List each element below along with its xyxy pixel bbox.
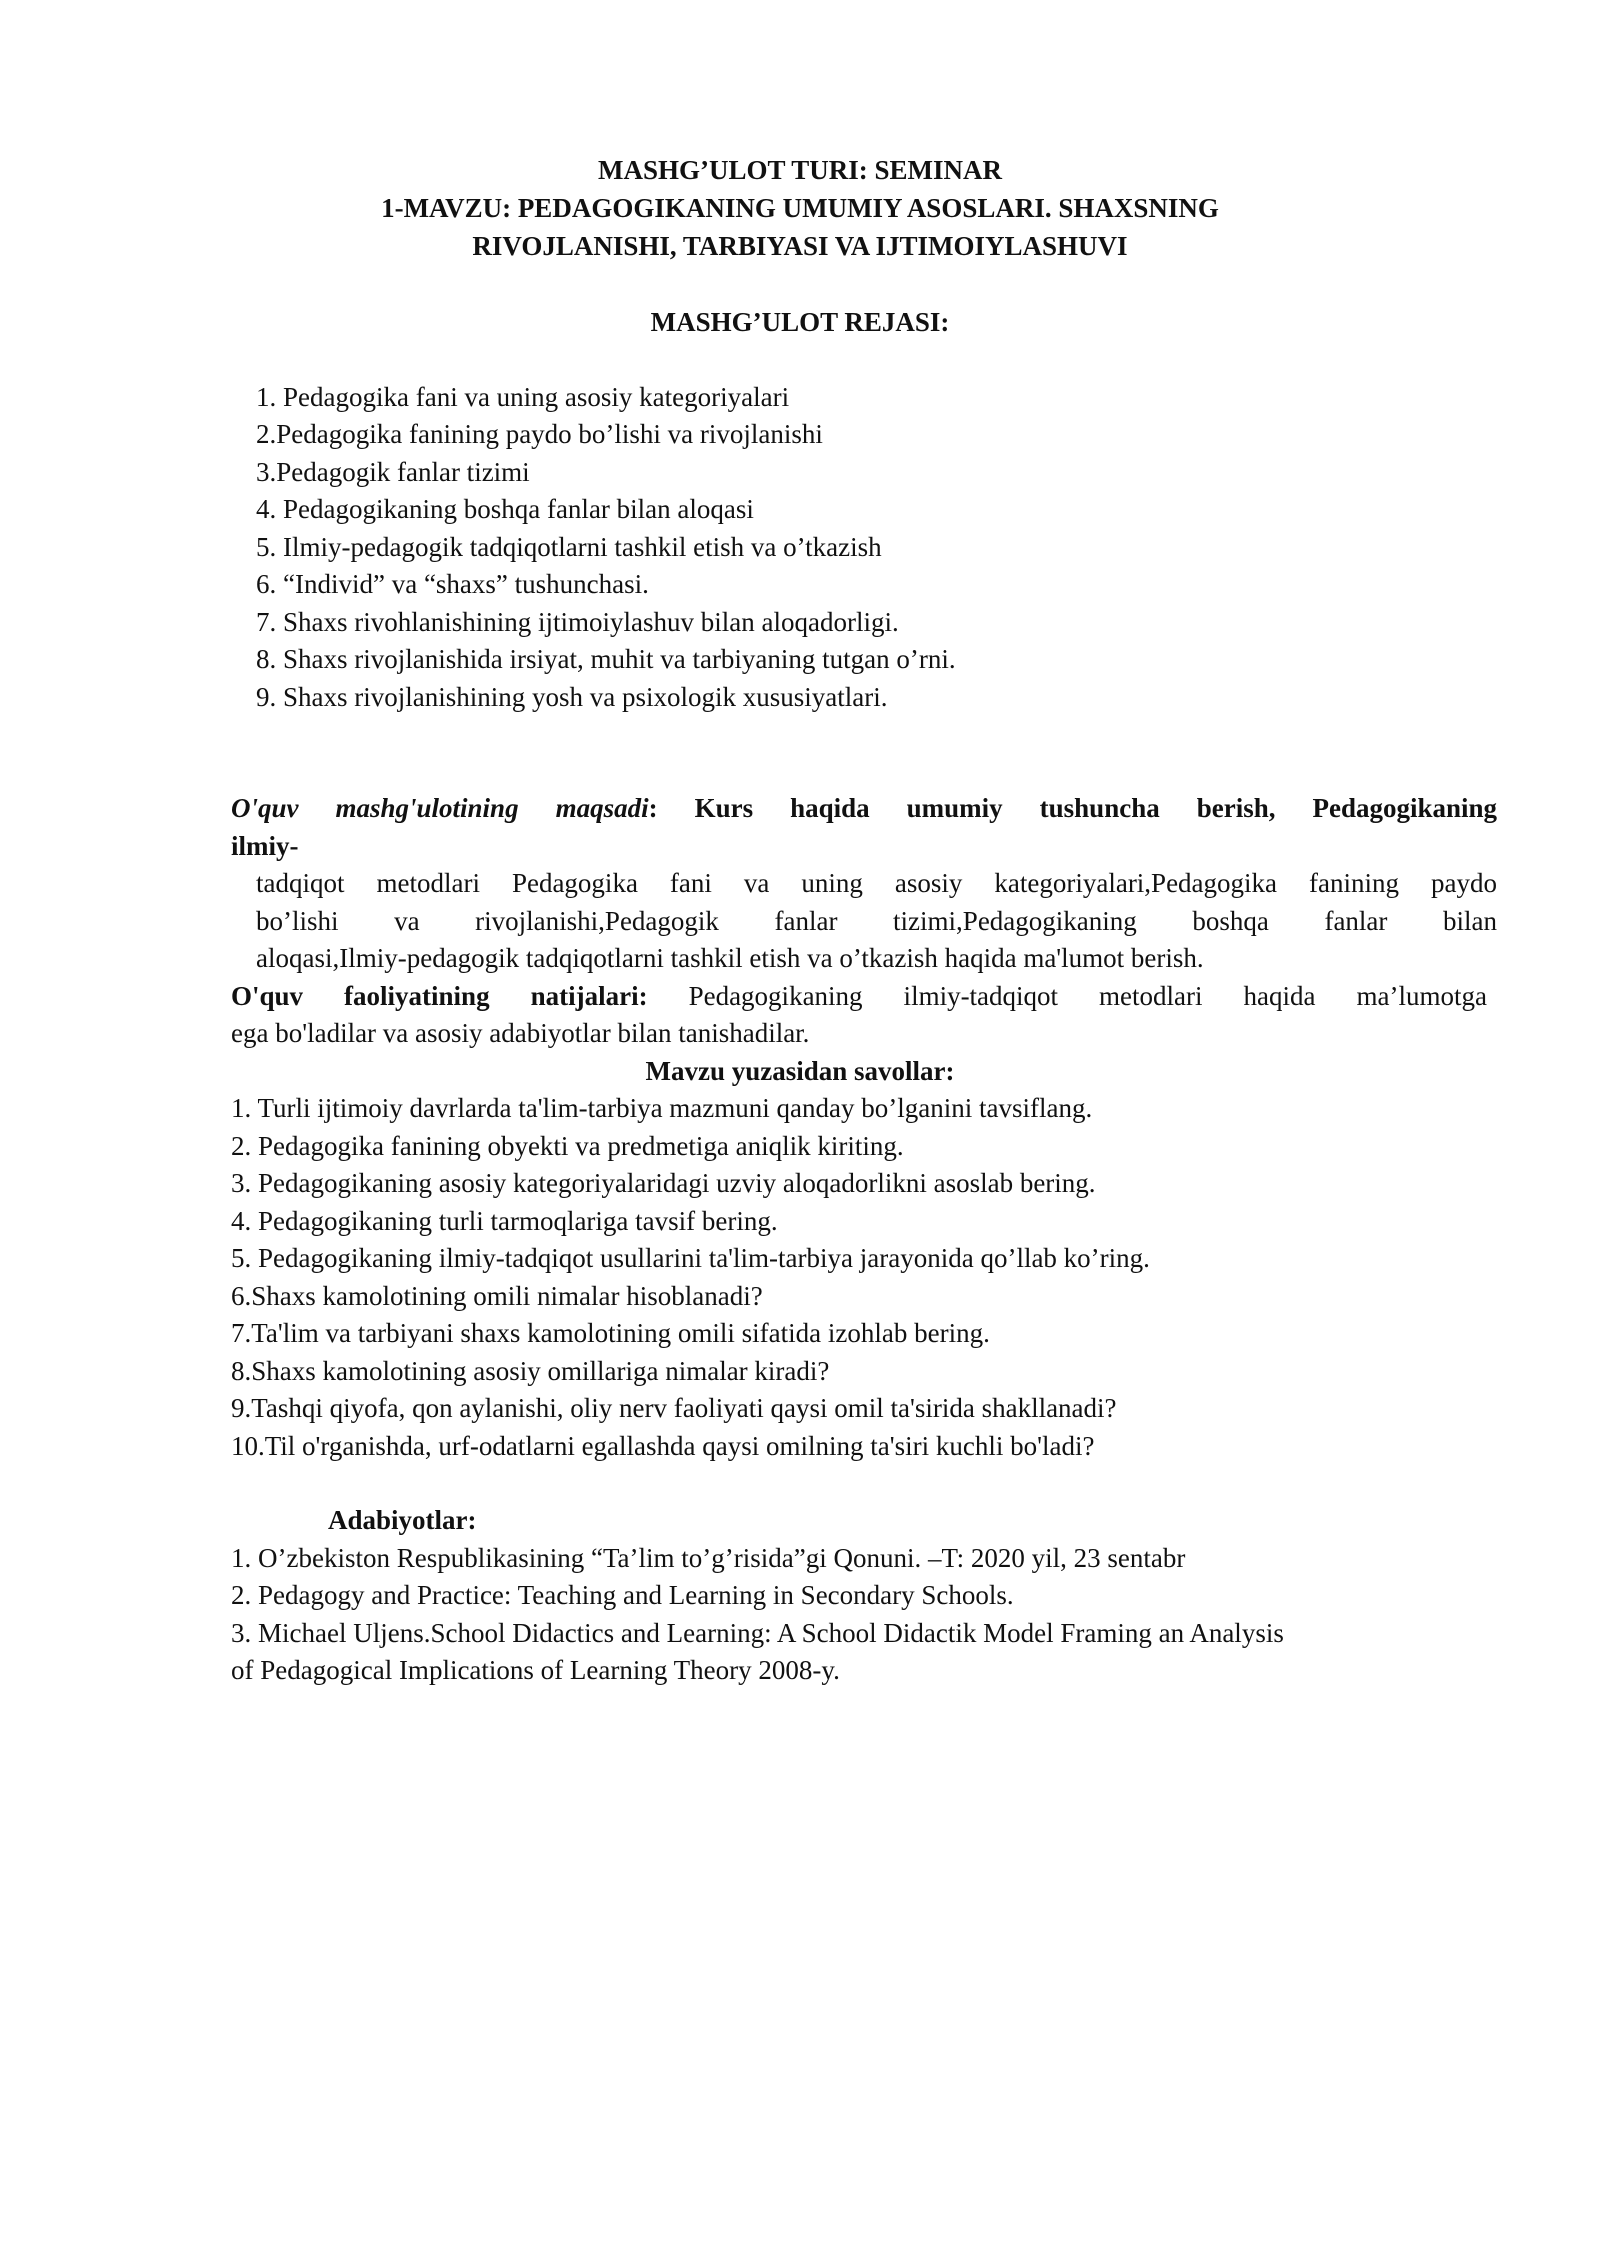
question-item: 3. Pedagogikaning asosiy kategoriyalaridagi uzviy aloqadorlikni asoslab bering. [231, 1168, 1096, 1198]
goal-line5: aloqasi,Ilmiy-pedagogik tadqiqotlarni tashkil etish va o’tkazish haqida ma'lumot berish. [256, 943, 1204, 973]
question-item: 8.Shaxs kamolotining asosiy omillariga nimalar kiradi? [231, 1356, 830, 1386]
question-item: 2. Pedagogika fanining obyekti va predmetiga aniqlik kiriting. [231, 1131, 904, 1161]
question-item: 1. Turli ijtimoiy davrlarda ta'lim-tarbiya mazmuni qanday bo’lganini tavsiflang. [231, 1093, 1093, 1123]
plan-heading: MASHG’ULOT REJASI: [650, 307, 950, 337]
plan-item: 9. Shaxs rivojlanishining yosh va psixologik xususiyatlari. [256, 682, 888, 712]
goal-line3: tadqiqot metodlari Pedagogika fani va uning asosiy kategoriyalari,Pedagogika fanining paydo [256, 868, 1497, 898]
goal-colon: : [648, 793, 658, 823]
question-item: 4. Pedagogikaning turli tarmoqlariga tavsif bering. [231, 1206, 778, 1236]
goal-line1 [231, 790, 1497, 827]
literature-item: 1. O’zbekiston Respublikasining “Ta’lim to’g’risida”gi Qonuni. –T: 2020 yil, 23 sentabr [231, 1543, 1186, 1573]
plan-item: 1. Pedagogika fani va uning asosiy kategoriyalari [256, 382, 790, 412]
goal-line4: bo’lishi va rivojlanishi,Pedagogik fanlar tizimi,Pedagogikaning boshqa fanlar bilan [256, 906, 1497, 936]
plan-item: 7. Shaxs rivohlanishining ijtimoiylashuv bilan aloqadorligi. [256, 607, 899, 637]
literature-item: 3. Michael Uljens.School Didactics and Learning: A School Didactik Model Framing an Analysis [231, 1618, 1284, 1648]
results-line2: ega bo'ladilar va asosiy adabiyotlar bilan tanishadilar. [231, 1018, 810, 1048]
results-line1 [231, 978, 1487, 1015]
plan-item: 2.Pedagogika fanining paydo bo’lishi va rivojlanishi [256, 419, 823, 449]
goal-label: O'quv mashg'ulotining maqsadi [231, 793, 649, 823]
goal-line2: ilmiy- [231, 831, 299, 861]
plan-item: 5. Ilmiy-pedagogik tadqiqotlarni tashkil etish va o’tkazish [256, 532, 882, 562]
goal-bold-text: Kurs haqida umumiy tushuncha berish, Pedagogikaning [694, 793, 1498, 823]
plan-item: 8. Shaxs rivojlanishida irsiyat, muhit va tarbiyaning tutgan o’rni. [256, 644, 956, 674]
results-text: Pedagogikaning ilmiy-tadqiqot metodlari haqida ma’lumotga [688, 981, 1487, 1011]
topic-title-line2: RIVOJLANISHI, TARBIYASI VA IJTIMOIYLASHUVI [472, 231, 1128, 261]
question-item: 10.Til o'rganishda, urf-odatlarni egallashda qaysi omilning ta'siri kuchli bo'ladi? [231, 1431, 1095, 1461]
question-item: 7.Ta'lim va tarbiyani shaxs kamolotining omili sifatida izohlab bering. [231, 1318, 990, 1348]
questions-heading: Mavzu yuzasidan savollar: [645, 1056, 955, 1086]
literature-item: 2. Pedagogy and Practice: Teaching and Learning in Secondary Schools. [231, 1580, 1014, 1610]
literature-item-continuation: of Pedagogical Implications of Learning Theory 2008-y. [231, 1655, 840, 1685]
plan-item: 3.Pedagogik fanlar tizimi [256, 457, 530, 487]
topic-title-line1: 1-MAVZU: PEDAGOGIKANING UMUMIY ASOSLARI. SHAXSNING [381, 193, 1219, 223]
plan-item: 4. Pedagogikaning boshqa fanlar bilan aloqasi [256, 494, 754, 524]
question-item: 5. Pedagogikaning ilmiy-tadqiqot usullarini ta'lim-tarbiya jarayonida qo’llab ko’ring. [231, 1243, 1150, 1273]
session-type-title: MASHG’ULOT TURI: SEMINAR [597, 155, 1003, 185]
question-item: 9.Tashqi qiyofa, qon aylanishi, oliy nerv faoliyati qaysi omil ta'sirida shakllanadi? [231, 1393, 1117, 1423]
plan-item: 6. “Individ” va “shaxs” tushunchasi. [256, 569, 649, 599]
question-item: 6.Shaxs kamolotining omili nimalar hisoblanadi? [231, 1281, 763, 1311]
literature-heading: Adabiyotlar: [328, 1505, 477, 1535]
results-label: O'quv faoliyatining natijalari: [231, 981, 648, 1011]
